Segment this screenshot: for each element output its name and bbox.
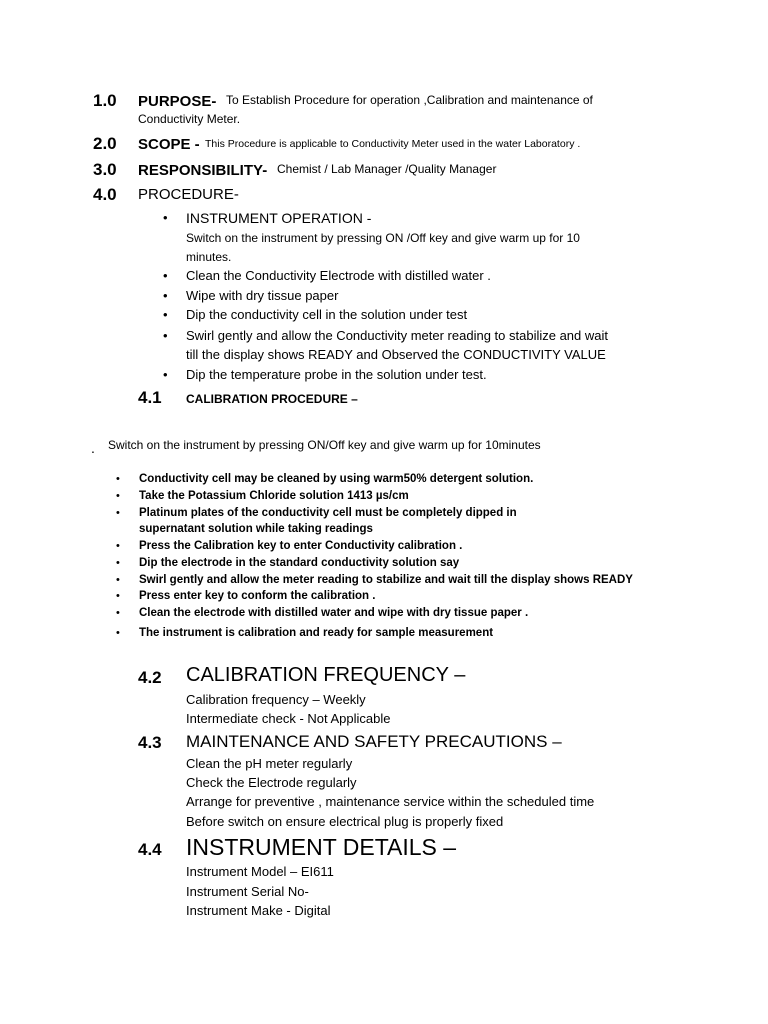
section-number: 3.0 — [93, 160, 117, 179]
section-number: 4.1 — [138, 388, 162, 407]
calibration-item: Press enter key to conform the calibration . — [139, 590, 376, 602]
calibration-item: Take the Potassium Chloride solution 1413 µs/cm — [139, 490, 409, 502]
section-number: 1.0 — [93, 91, 117, 110]
maintenance-line: Check the Electrode regularly — [186, 775, 357, 790]
frequency-line: Calibration frequency – Weekly — [186, 692, 366, 707]
bullet-icon: • — [163, 288, 168, 303]
instrument-operation-heading: INSTRUMENT OPERATION - — [186, 210, 372, 226]
bullet-icon: • — [116, 574, 120, 586]
section-number: 2.0 — [93, 134, 117, 153]
calibration-item: Press the Calibration key to enter Conductivity calibration . — [139, 540, 463, 552]
bullet-icon: • — [163, 367, 168, 382]
bullet-icon: • — [116, 607, 120, 619]
section-number: 4.2 — [138, 668, 162, 687]
bullet-icon: • — [116, 473, 120, 485]
scope-text: This Procedure is applicable to Conductivity Meter used in the water Laboratory . — [205, 138, 581, 150]
calibration-item: Platinum plates of the conductivity cell must be completely dipped in — [139, 507, 517, 519]
bullet-icon: • — [116, 507, 120, 519]
bullet-icon: • — [163, 307, 168, 322]
calibration-item: Conductivity cell may be cleaned by using warm50% detergent solution. — [139, 473, 534, 485]
operation-intro: Switch on the instrument by pressing ON /Off key and give warm up for 10 — [186, 231, 580, 245]
procedure-title: PROCEDURE- — [138, 186, 239, 203]
operation-item: Swirl gently and allow the Conductivity meter reading to stabilize and wait — [186, 328, 608, 343]
calibration-intro: Switch on the instrument by pressing ON/Off key and give warm up for 10minutes — [108, 438, 541, 452]
bullet-icon: • — [116, 557, 120, 569]
purpose-text: To Establish Procedure for operation ,Calibration and maintenance of — [226, 93, 593, 107]
operation-item: Dip the temperature probe in the solution under test. — [186, 367, 487, 382]
operation-item: Clean the Conductivity Electrode with distilled water . — [186, 268, 491, 283]
section-number: 4.3 — [138, 733, 162, 752]
calibration-item: The instrument is calibration and ready for sample measurement — [139, 627, 494, 639]
details-line: Instrument Model – EI611 — [186, 864, 334, 879]
calibration-item: Swirl gently and allow the meter reading to stabilize and wait till the display shows READY — [139, 574, 633, 586]
section-number: 4.0 — [93, 185, 117, 204]
purpose-text-cont: Conductivity Meter. — [138, 112, 241, 126]
operation-item: Wipe with dry tissue paper — [186, 288, 339, 303]
calibration-item: Clean the electrode with distilled water and wipe with dry tissue paper . — [139, 607, 529, 619]
bullet-icon: • — [116, 490, 120, 502]
bullet-icon: • — [116, 590, 120, 602]
details-heading: INSTRUMENT DETAILS – — [186, 834, 457, 860]
purpose-title: PURPOSE- — [138, 93, 217, 110]
bullet-icon: • — [163, 210, 168, 225]
details-line: Instrument Make - Digital — [186, 903, 331, 918]
details-line: Instrument Serial No- — [186, 884, 309, 899]
responsibility-title: RESPONSIBILITY- — [138, 162, 268, 179]
bullet-icon: • — [163, 268, 168, 283]
calibration-item-cont: supernatant solution while taking readings — [139, 523, 373, 535]
responsibility-text: Chemist / Lab Manager /Quality Manager — [277, 162, 497, 176]
maintenance-heading: MAINTENANCE AND SAFETY PRECAUTIONS – — [186, 732, 562, 751]
frequency-line: Intermediate check - Not Applicable — [186, 711, 391, 726]
calibration-heading: CALIBRATION PROCEDURE – — [186, 392, 358, 406]
maintenance-line: Arrange for preventive , maintenance service within the scheduled time — [186, 794, 595, 809]
bullet-icon: . — [91, 440, 95, 456]
calibration-item: Dip the electrode in the standard conductivity solution say — [139, 557, 460, 569]
bullet-icon: • — [116, 627, 120, 639]
frequency-heading: CALIBRATION FREQUENCY – — [186, 664, 466, 686]
maintenance-line: Before switch on ensure electrical plug is properly fixed — [186, 814, 504, 829]
operation-item: Dip the conductivity cell in the solution under test — [186, 307, 468, 322]
bullet-icon: • — [116, 540, 120, 552]
scope-title: SCOPE - — [138, 136, 200, 153]
maintenance-line: Clean the pH meter regularly — [186, 756, 353, 771]
operation-intro-cont: minutes. — [186, 250, 232, 264]
bullet-icon: • — [163, 328, 168, 343]
operation-item-cont: till the display shows READY and Observed the CONDUCTIVITY VALUE — [186, 347, 606, 362]
section-number: 4.4 — [138, 840, 162, 859]
